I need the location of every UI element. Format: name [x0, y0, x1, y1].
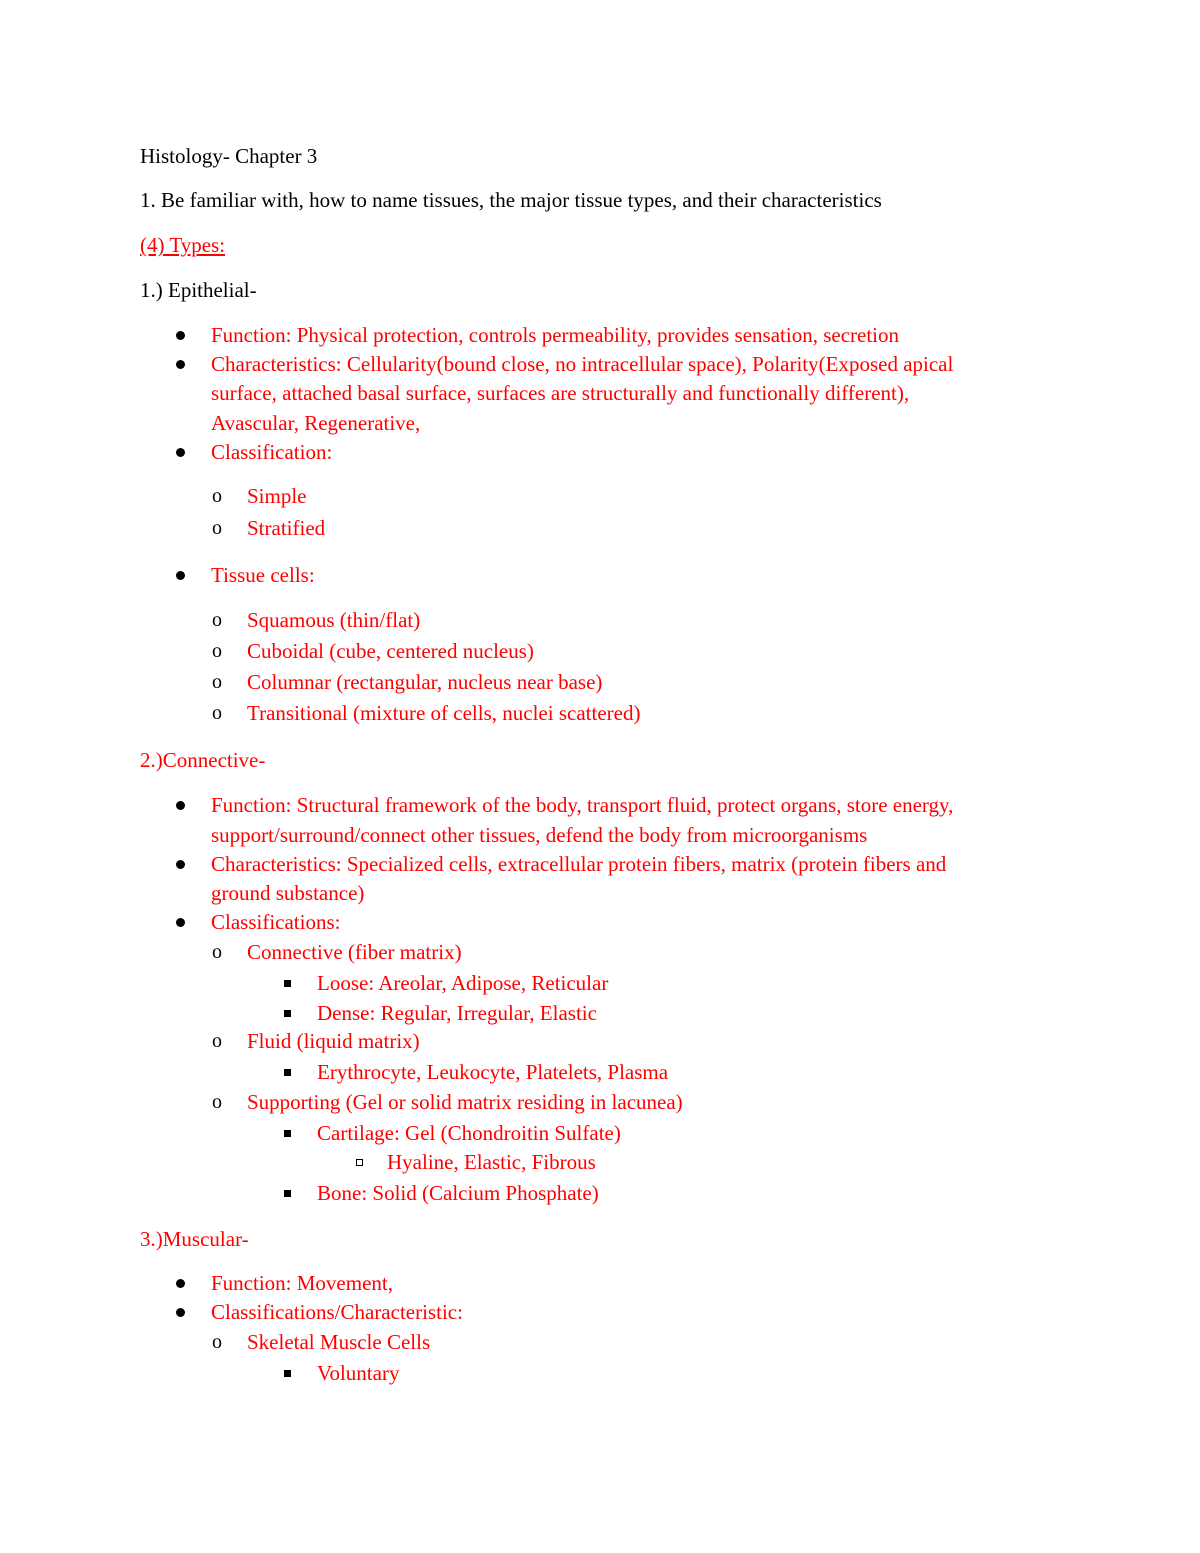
bullet-disc-icon — [176, 849, 185, 869]
bullet-circle-icon: o — [212, 1091, 222, 1113]
epithelial-characteristics-line3: Avascular, Regenerative, — [211, 411, 421, 435]
list-item: Columnar (rectangular, nucleus near base) — [247, 670, 603, 694]
bullet-circle-icon: o — [212, 1331, 222, 1353]
list-item: Cuboidal (cube, centered nucleus) — [247, 639, 534, 663]
epithelial-tissue-cells: Tissue cells: — [211, 563, 315, 587]
list-item: Connective (fiber matrix) — [247, 940, 462, 964]
bullet-hollow-square-icon — [356, 1147, 363, 1166]
epithelial-classification: Classification: — [211, 440, 333, 464]
epithelial-characteristics-line1: Characteristics: Cellularity(bound close, no intracellular space), Polarity(Exposed apical — [211, 352, 954, 376]
types-heading: (4) Types: — [140, 233, 226, 257]
bullet-square-icon — [284, 968, 291, 987]
bullet-disc-icon — [176, 1297, 185, 1317]
bullet-circle-icon: o — [212, 640, 222, 662]
bullet-square-icon — [284, 998, 291, 1017]
bullet-circle-icon: o — [212, 671, 222, 693]
question-text: 1. Be familiar with, how to name tissues, the major tissue types, and their characteristics — [140, 188, 882, 212]
list-item: Stratified — [247, 516, 326, 540]
list-item: Voluntary — [317, 1361, 400, 1385]
bullet-circle-icon: o — [212, 609, 222, 631]
connective-function-line2: support/surround/connect other tissues, defend the body from microorganisms — [211, 823, 868, 847]
list-item: Dense: Regular, Irregular, Elastic — [317, 1001, 597, 1025]
muscular-function: Function: Movement, — [211, 1271, 393, 1295]
epithelial-function: Function: Physical protection, controls permeability, provides sensation, secretion — [211, 323, 899, 347]
bullet-square-icon — [284, 1358, 291, 1377]
bullet-circle-icon: o — [212, 941, 222, 963]
bullet-circle-icon: o — [212, 517, 222, 539]
list-item: Fluid (liquid matrix) — [247, 1029, 420, 1053]
bullet-disc-icon — [176, 320, 185, 340]
list-item: Cartilage: Gel (Chondroitin Sulfate) — [317, 1121, 621, 1145]
connective-characteristics-line1: Characteristics: Specialized cells, extracellular protein fibers, matrix (protein fibers and — [211, 852, 947, 876]
muscular-heading: 3.)Muscular- — [140, 1227, 249, 1251]
connective-characteristics-line2: ground substance) — [211, 881, 365, 905]
list-item: Loose: Areolar, Adipose, Reticular — [317, 971, 609, 995]
bullet-disc-icon — [176, 907, 185, 927]
list-item: Bone: Solid (Calcium Phosphate) — [317, 1181, 599, 1205]
connective-heading: 2.)Connective- — [140, 748, 266, 772]
bullet-disc-icon — [176, 790, 185, 810]
list-item: Squamous (thin/flat) — [247, 608, 421, 632]
bullet-square-icon — [284, 1057, 291, 1076]
connective-classifications: Classifications: — [211, 910, 341, 934]
bullet-disc-icon — [176, 437, 185, 457]
list-item: Transitional (mixture of cells, nuclei scattered) — [247, 701, 641, 725]
bullet-square-icon — [284, 1178, 291, 1197]
list-item: Supporting (Gel or solid matrix residing in lacunea) — [247, 1090, 683, 1114]
bullet-disc-icon — [176, 560, 185, 580]
list-item: Hyaline, Elastic, Fibrous — [387, 1150, 596, 1174]
bullet-square-icon — [284, 1118, 291, 1137]
bullet-circle-icon: o — [212, 485, 222, 507]
document-title: Histology- Chapter 3 — [140, 144, 318, 168]
connective-function-line1: Function: Structural framework of the body, transport fluid, protect organs, store energy, — [211, 793, 954, 817]
list-item: Skeletal Muscle Cells — [247, 1330, 431, 1354]
list-item: Erythrocyte, Leukocyte, Platelets, Plasma — [317, 1060, 669, 1084]
list-item: Simple — [247, 484, 307, 508]
bullet-circle-icon: o — [212, 1030, 222, 1052]
epithelial-characteristics-line2: surface, attached basal surface, surfaces are structurally and functionally different), — [211, 381, 910, 405]
bullet-disc-icon — [176, 349, 185, 369]
muscular-classifications: Classifications/Characteristic: — [211, 1300, 463, 1324]
bullet-disc-icon — [176, 1268, 185, 1288]
bullet-circle-icon: o — [212, 702, 222, 724]
epithelial-heading: 1.) Epithelial- — [140, 278, 257, 302]
